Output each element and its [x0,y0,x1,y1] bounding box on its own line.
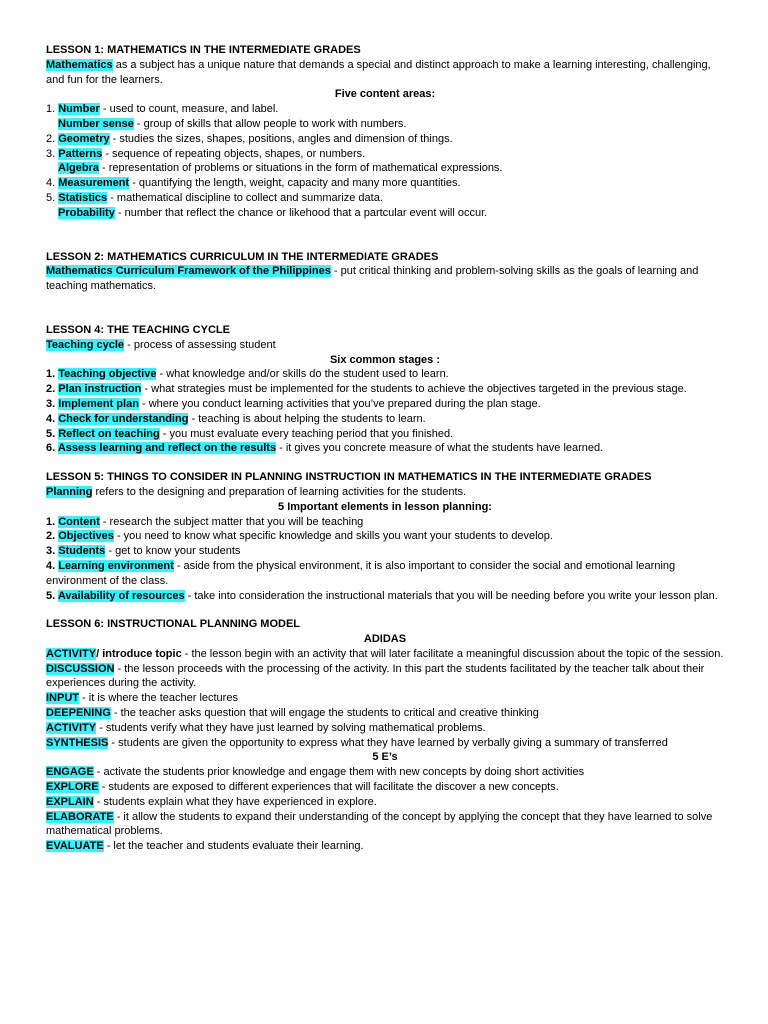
lesson-6-title: LESSON 6: INSTRUCTIONAL PLANNING MODEL [46,618,301,631]
item-desc: - let the teacher and students evaluate their learning. [103,840,364,853]
term-highlight: Geometry [58,132,110,145]
term-highlight: Algebra [58,162,99,175]
term-suffix: / introduce topic [96,647,182,660]
list-item [46,191,724,206]
term-highlight: Patterns [58,147,103,160]
term-highlight: Number sense [58,117,134,130]
term-highlight: Measurement [58,177,130,190]
term-highlight: Check for understanding [58,412,189,425]
list-item [46,427,724,442]
item-desc: - research the subject matter that you will be teaching [99,515,364,528]
item-desc: - what knowledge and/or skills do the student used to learn. [156,368,449,381]
item-desc: - you need to know what specific knowledge and skills you want your students to develop. [113,530,553,543]
lesson-2-section [46,250,724,294]
list-item [46,441,724,456]
item-number: 3. [46,545,59,558]
spacer [46,294,724,323]
list-item [46,176,724,191]
intro-text: refers to the designing and preparation of learning activities for the students. [92,485,467,498]
term-highlight: EXPLAIN [46,795,94,808]
lesson-4-section [46,323,724,456]
item-desc: - students verify what they have just learned by solving mathematical problems. [96,721,486,734]
term-highlight: EXPLORE [46,781,99,794]
item-desc: - students are given the opportunity to express what they have learned by verbally giving a summary of transferred [108,736,668,749]
lesson-4-subheading: Six common stages : [329,353,441,366]
list-item [46,529,724,544]
adidas-list [46,662,724,751]
term-highlight: Learning environment [58,559,174,572]
lesson-1-title: LESSON 1: MATHEMATICS IN THE INTERMEDIATE GRADES [46,44,361,56]
item-number: 5. [46,427,59,440]
item-number: 5. [46,191,59,204]
list-item [46,102,724,117]
item-desc: - sequence of repeating objects, shapes, or numbers. [102,147,366,160]
item-desc: - representation of problems or situations in the form of mathematical expressions. [98,162,503,175]
term-highlight: ENGAGE [46,766,94,779]
intro-text: as a subject has a unique nature that demands a special and distinct approach to make a learning interesting, challenging, and fun for the learners. [46,58,711,86]
item-number: 2. [46,383,59,396]
term-highlight: DISCUSSION [46,662,115,675]
list-item [46,515,724,530]
lesson-1-subheading: Five content areas: [334,88,436,101]
term-highlight: Mathematics Curriculum Framework of the Philippines [46,265,331,278]
term-highlight: DEEPENING [46,707,111,720]
list-item [46,589,724,604]
lesson-1-section [46,43,724,221]
list-item [46,736,724,751]
term-highlight: Students [58,545,106,558]
list-item [46,765,724,780]
term-highlight: Content [58,515,100,528]
term-highlight: Plan instruction [58,383,142,396]
list-item [46,559,724,589]
list-item [46,412,724,427]
item-number: 4. [46,559,59,572]
list-item [46,795,724,810]
term-highlight: ACTIVITY [46,721,97,734]
lesson-4-list [46,367,724,456]
list-item [46,810,724,840]
item-desc: - the lesson proceeds with the processing of the activity. In this part the students facilitated by the teacher talk about their experiences during the activity. [46,662,705,690]
item-number: 3. [46,147,59,160]
item-desc: - quantifying the length, weight, capacity and many more quantities. [129,177,461,190]
item-desc: - it allow the students to expand their understanding of the concept by applying the concept that they have learned to solve mathematical problems. [46,810,713,838]
item-number: 1. [46,368,59,381]
term-highlight: Objectives [58,530,114,543]
term-highlight: Mathematics [46,58,113,71]
term-highlight: Availability of resources [57,589,185,602]
item-desc: - where you conduct learning activities that you’ve prepared during the plan stage. [138,397,541,410]
adidas-item [46,647,724,662]
lesson-5-subheading: 5 Important elements in lesson planning: [278,500,492,513]
item-desc: - it is where the teacher lectures [79,692,238,705]
item-desc: - activate the students prior knowledge and engage them with new concepts by doing short activities [93,766,585,779]
item-desc: - used to count, measure, and label. [99,103,279,116]
lesson-1-list [46,102,724,220]
intro-text: - put critical thinking and problem-solving skills as the goals of learning and teaching mathematics. [46,265,699,293]
term-highlight: ELABORATE [46,810,114,823]
five-es-heading: 5 E’s [372,751,398,764]
term-highlight: ACTIVITY [46,647,97,660]
list-item [46,544,724,559]
list-item [46,147,724,162]
item-number: 2. [46,132,59,145]
item-number: 1. [46,103,59,116]
lesson-5-title: LESSON 5: THINGS TO CONSIDER IN PLANNING INSTRUCTION IN MATHEMATICS IN THE INTERMEDIATE GRADES [46,471,652,484]
lesson-4-title: LESSON 4: THE TEACHING CYCLE [46,323,230,336]
item-desc: - take into consideration the instructional materials that you will be needing before you write your lesson plan. [184,589,718,602]
item-desc: - the teacher asks question that will engage the students to critical and creative thinking [110,707,539,720]
lesson-2-title: LESSON 2: MATHEMATICS CURRICULUM IN THE INTERMEDIATE GRADES [46,250,439,263]
list-item [46,206,724,221]
list-item [46,721,724,736]
lesson-5-section [46,470,724,603]
list-item [46,706,724,721]
term-highlight: Implement plan [58,397,139,410]
lesson-5-intro [46,485,724,500]
term-highlight: Planning [46,485,93,498]
list-item [46,367,724,382]
term-highlight: Probability [58,206,115,219]
lesson-4-intro [46,338,724,353]
item-desc: - teaching is about helping the students to learn. [188,412,426,425]
item-desc: - number that reflect the chance or likehood that a partcular event will occur. [114,206,488,219]
term-highlight: Teaching objective [58,368,157,381]
term-highlight: INPUT [46,692,79,705]
list-item [46,691,724,706]
list-item [46,382,724,397]
term-highlight: Statistics [58,191,108,204]
lesson-6-section [46,617,724,854]
item-desc: - studies the sizes, shapes, positions, angles and dimension of things. [109,132,453,145]
term-highlight: EVALUATE [46,840,104,853]
spacer [46,221,724,250]
term-highlight: Number [58,103,100,116]
list-item [46,161,724,176]
item-number: 4. [46,412,59,425]
item-desc: - you must evaluate every teaching period that you finished. [159,427,454,440]
item-desc: - students are exposed to different experiences that will facilitate the discover a new concepts. [98,781,559,794]
adidas-heading: ADIDAS [363,633,407,646]
item-number: 5. [46,589,58,602]
item-desc: - the lesson begin with an activity that will later facilitate a meaningful discussion about the topic of the session. [181,647,724,660]
list-item [46,132,724,147]
item-desc: - students explain what they have experienced in explore. [93,795,377,808]
five-es-list [46,765,724,854]
term-highlight: Teaching cycle [46,338,125,351]
term-highlight: SYNTHESIS [46,736,109,749]
spacer [46,456,724,470]
item-desc: - it gives you concrete measure of what the students have learned. [276,442,604,455]
list-item [46,662,724,692]
item-desc: - group of skills that allow people to work with numbers. [133,117,407,130]
list-item [46,839,724,854]
list-item [46,117,724,132]
lesson-1-intro [46,58,724,88]
list-item [46,397,724,412]
term-highlight: Assess learning and reflect on the results [57,442,277,455]
item-number: 2. [46,530,59,543]
item-number: 1. [46,515,59,528]
lesson-2-intro [46,264,724,294]
lesson-5-list [46,515,724,604]
item-number: 3. [46,397,59,410]
item-number: 6. [46,442,58,455]
spacer [46,603,724,617]
term-highlight: Reflect on teaching [58,427,160,440]
intro-text: - process of assessing student [124,338,276,351]
item-desc: - aside from the physical environment, it is also important to consider the social and emotional learning environment of the class. [46,559,676,587]
item-desc: - mathematical discipline to collect and summarize data. [107,191,383,204]
list-item [46,780,724,795]
item-desc: - get to know your students [105,545,241,558]
item-number: 4. [46,177,59,190]
item-desc: - what strategies must be implemented for the students to achieve the objectives targeted in the previous stage. [141,383,687,396]
